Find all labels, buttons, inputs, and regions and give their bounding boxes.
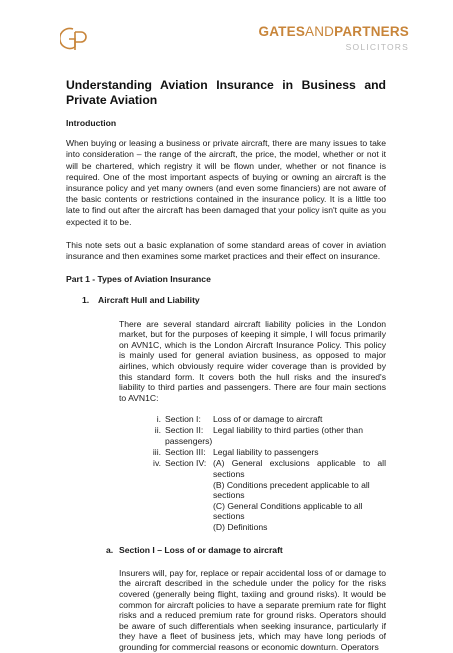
section-4-line: (C) General Conditions applicable to all sections bbox=[213, 500, 363, 522]
section-label: Section I: bbox=[165, 414, 201, 425]
section-4-line: sections bbox=[213, 490, 245, 501]
list-item-number: 1. bbox=[82, 295, 90, 306]
brand-last: PARTNERS bbox=[334, 24, 409, 39]
section-row-3 bbox=[146, 447, 386, 458]
section-row-4 bbox=[146, 458, 386, 480]
list-item-1-heading bbox=[66, 295, 386, 306]
intro-paragraph-2: This note sets out a basic explanation of some standard areas of cover in aviation insurance and then examines some market practices and their effect on insurance. bbox=[66, 239, 386, 262]
section-number: i. bbox=[156, 414, 161, 425]
section-number: iii. bbox=[152, 447, 161, 458]
section-text: Loss of or damage to aircraft bbox=[213, 414, 323, 425]
list-item-title: Aircraft Hull and Liability bbox=[98, 295, 200, 306]
section-number: iv. bbox=[153, 457, 161, 468]
document-title: Understanding Aviation Insurance in Business and Private Aviation bbox=[66, 78, 386, 107]
brand-middle: AND bbox=[305, 24, 335, 39]
subsection-a-body: Insurers will, pay for, replace or repair accidental loss of or damage to the aircraft described in the schedule under the policy for the risks covered (generally being flight, taxiing and ground risks). It would be common for aircraft policies to have a separate premium rate for flight risks and a reduced premium rate for ground risks. Operators should be aware of such differentials when seeking insurance, particularly if they have a fleet of business jets, which may have long periods of grounding for commercial reasons or economic downturn. Operators bbox=[119, 567, 386, 652]
subsection-a-heading bbox=[66, 545, 386, 556]
brand-first: GATES bbox=[258, 24, 306, 39]
section-text: (A) General exclusions applicable to all sections bbox=[213, 457, 386, 479]
section-list bbox=[146, 414, 386, 532]
subsection-title: Section I – Loss of or damage to aircraft bbox=[119, 544, 283, 555]
section-label: Section III: bbox=[165, 447, 206, 458]
section-text: Legal liability to passengers bbox=[213, 447, 319, 458]
section-4-sublist bbox=[146, 480, 386, 533]
intro-heading: Introduction bbox=[66, 118, 117, 128]
section-4-line: (D) Definitions bbox=[213, 521, 268, 532]
section-row-1 bbox=[146, 414, 386, 425]
section-number: ii. bbox=[154, 425, 161, 436]
section-label: Section II: bbox=[165, 425, 204, 436]
section-label: Section IV: bbox=[165, 457, 207, 468]
document-body bbox=[66, 78, 386, 653]
section-text-continued: passengers) bbox=[165, 435, 213, 446]
part-heading: Part 1 - Types of Aviation Insurance bbox=[66, 274, 211, 285]
section-4-line: (B) Conditions precedent applicable to all bbox=[213, 479, 370, 490]
brand-logo bbox=[259, 24, 409, 53]
section-text: Legal liability to third parties (other than bbox=[213, 425, 363, 436]
subsection-number: a. bbox=[106, 544, 114, 555]
section-row-2 bbox=[146, 425, 386, 436]
intro-paragraph-1: When buying or leasing a business or private aircraft, there are many issues to take into consideration – the range of the aircraft, the price, the model, whether or not it will be chartered, which registry it will be flown under, whether or not finance is required. One of the most important aspects of buying or owning an aircraft is the insurance policy and yet many owners (and even some financiers) are not aware of the basic contents or restrictions contained in the insurance policy. It is a little too late to find out after the aircraft has been damaged that your policy isn't quite as you expected it to be. bbox=[66, 138, 386, 227]
brand-subtitle: SOLICITORS bbox=[345, 42, 409, 52]
list-item-1-body: There are several standard aircraft liability policies in the London market, but for the purposes of keeping it simple, I will focus primarily on AVN1C, which is the London Aircraft Insurance Policy. This policy is mainly used for general aviation business, as opposed to major airlines, which obviously require wider coverage than is provided by this standard form. It covers both the hull risks and the insured's liability to third parties and passengers. There are four main sections to AVN1C: bbox=[119, 318, 386, 403]
brand-name bbox=[259, 24, 409, 39]
gp-monogram-icon bbox=[60, 26, 90, 52]
